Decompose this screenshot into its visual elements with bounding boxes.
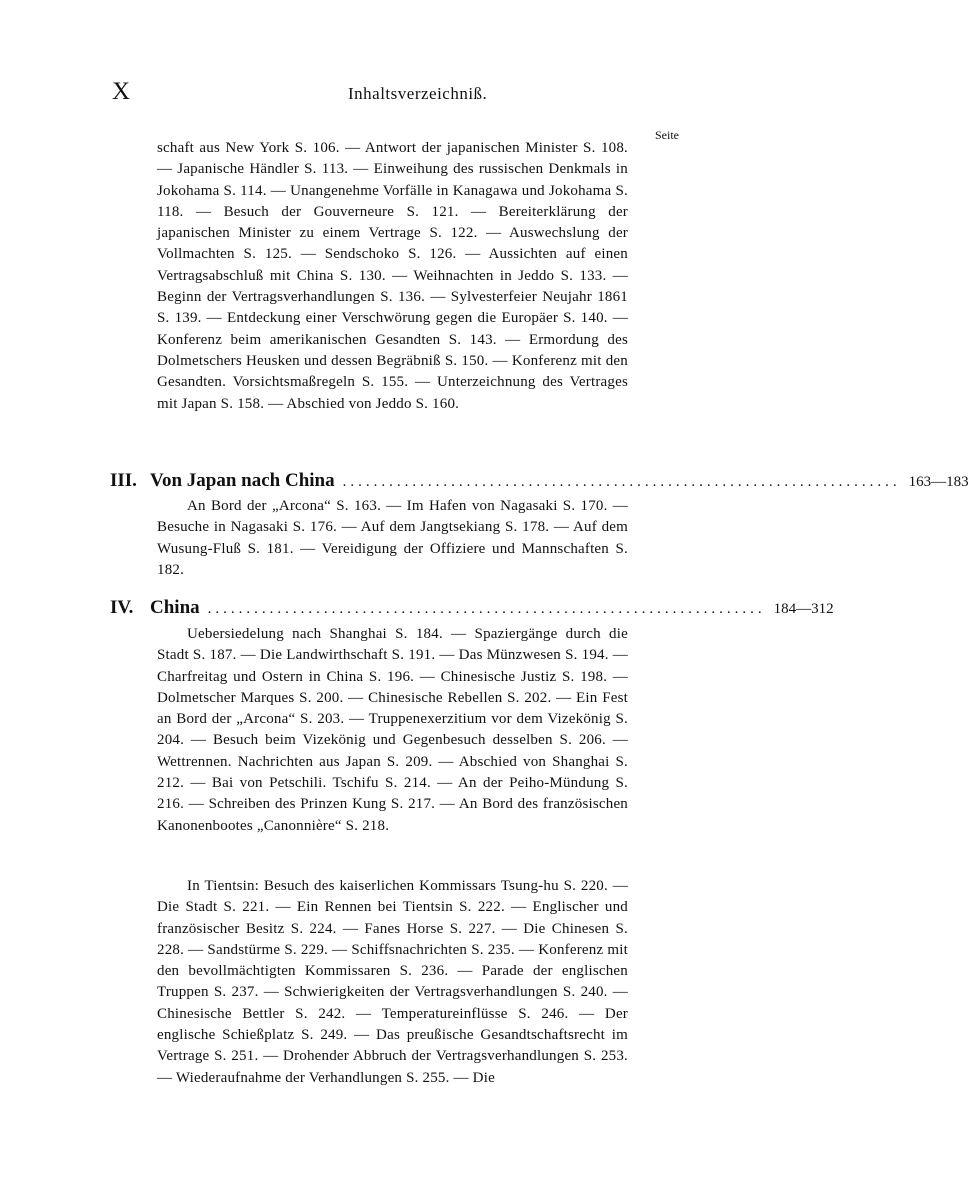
section-heading-iv xyxy=(110,597,834,621)
section-title: Von Japan nach China xyxy=(150,470,335,491)
section-heading-iii xyxy=(110,470,969,494)
section-iv-paragraph-1: Uebersiedelung nach Shanghai S. 184. — Spaziergänge durch die Stadt S. 187. — Die Landwirthschaft S. 191. — Das Münzwesen S. 194. — Charfreitag und Ostern in China S. 196. — Chinesische Justiz S. 198. — Dolmetscher Marques S. 200. — Chinesische Rebellen S. 202. — Ein Fest an Bord der „Arcona“ S. 203. — Truppenexerzitium vor dem Vizekönig S. 204. — Besuch beim Vizekönig und Gegenbesuch desselben S. 206. — Wettrennen. Nachrichten aus Japan S. 209. — Abschied von Shanghai S. 212. — Bai von Petschili. Tschifu S. 214. — An der Peiho-Mündung S. 216. — Schreiben des Prinzen Kung S. 217. — An Bord des französischen Kanonenbootes „Canonnière“ S. 218. xyxy=(157,626,628,834)
section-number: IV. xyxy=(110,597,134,618)
section-number: III. xyxy=(110,470,137,491)
seite-label: Seite xyxy=(655,128,679,142)
page-number: X xyxy=(112,78,131,105)
dot-leader: ........................................................................ xyxy=(207,601,766,617)
section-iii-paragraph: An Bord der „Arcona“ S. 163. — Im Hafen von Nagasaki S. 170. — Besuche in Nagasaki S. 176. — Auf dem Jangtsekiang S. 178. — Auf dem Wusung-Fluß S. 181. — Vereidigung der Offiziere und Mannschaften S. 182. xyxy=(157,498,628,578)
dot-leader: ........................................................................ xyxy=(342,474,901,490)
continued-paragraph: schaft aus New York S. 106. — Antwort der japanischen Minister S. 108. — Japanische Händler S. 113. — Einweihung des russischen Denkmals in Jokohama S. 114. — Unangenehme Vorfälle in Kanagawa und Jokohama S. 118. — Besuch der Gouverneure S. 121. — Bereiterklärung der japanischen Minister zu einem Vertrage S. 122. — Auswechslung der Vollmachten S. 125. — Sendschoko S. 126. — Aussichten auf einen Vertragsabschluß mit China S. 130. — Weihnachten in Jeddo S. 133. — Beginn der Vertragsverhandlungen S. 136. — Sylvesterfeier Neujahr 1861 S. 139. — Entdeckung einer Verschwörung gegen die Europäer S. 140. — Konferenz beim amerikanischen Gesandten S. 143. — Ermordung des Dolmetschers Heusken und dessen Begräbniß S. 150. — Konferenz mit den Gesandten. Vorsichtsmaßregeln S. 155. — Unterzeichnung des Vertrages mit Japan S. 158. — Abschied von Jeddo S. 160. xyxy=(157,140,628,412)
section-iv-paragraph-2: In Tientsin: Besuch des kaiserlichen Kommissars Tsung-hu S. 220. — Die Stadt S. 221. — Ein Rennen bei Tientsin S. 222. — Englischer und französischer Besitz S. 224. — Fanes Horse S. 227. — Die Chinesen S. 228. — Sandstürme S. 229. — Schiffsnachrichten S. 235. — Konferenz mit den bevollmächtigten Kommissaren S. 236. — Parade der englischen Truppen S. 237. — Schwierigkeiten der Vertragsverhandlungen S. 240. — Chinesische Bettler S. 242. — Temperatureinflüsse S. 246. — Der englische Schießplatz S. 249. — Das preußische Gesandtschaftsrecht im Vertrage S. 251. — Drohender Abbruch der Vertragsverhandlungen S. 253. — Wiederaufnahme der Verhandlungen S. 255. — Die xyxy=(157,878,628,1086)
section-pages: 184—312 xyxy=(773,601,834,617)
section-pages: 163—183 xyxy=(908,474,969,490)
running-head: Inhaltsverzeichniß. xyxy=(348,84,488,103)
section-title: China xyxy=(150,597,200,618)
